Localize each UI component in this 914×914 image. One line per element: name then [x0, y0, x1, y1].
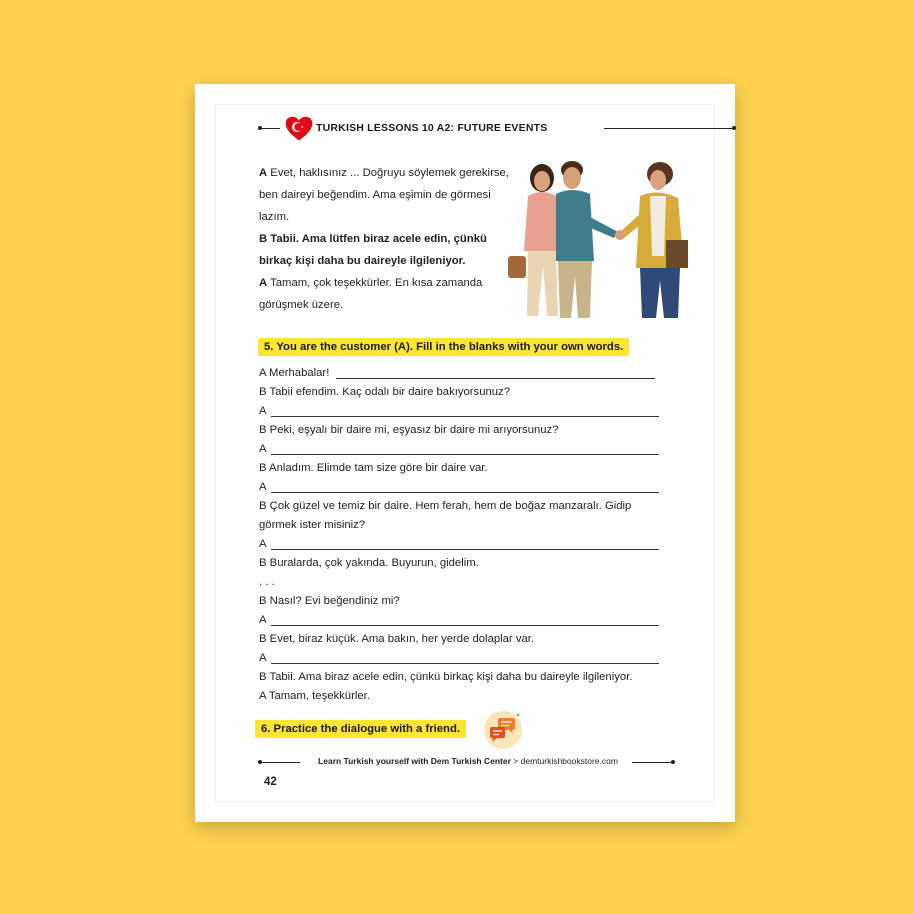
exercise-row	[259, 687, 659, 706]
dialogue-text: Tamam, çok teşekkürler. En kısa zamanda görüşmek üzere.	[259, 277, 483, 311]
footer-text	[308, 756, 628, 766]
answer-blank[interactable]	[271, 492, 659, 493]
page-footer	[258, 756, 676, 770]
exercise-text: B Tabii efendim. Kaç odalı bir daire bakıyorsunuz?	[259, 386, 510, 398]
exercise-text: A	[259, 614, 267, 626]
exercise-text: B Çok güzel ve temiz bir daire. Hem ferah, hem de boğaz manzaralı. Gidip görmek ister misiniz?	[259, 500, 632, 531]
speaker-label: B	[259, 233, 268, 245]
exercise-text: B Anladım. Elimde tam size göre bir daire var.	[259, 462, 488, 474]
task-5-heading: 5. You are the customer (A). Fill in the blanks with your own words.	[258, 338, 629, 356]
exercise-text: B Buralarda, çok yakında. Buyurun, gidelim.	[259, 557, 479, 569]
exercise-row	[259, 421, 659, 440]
header-dot-right	[732, 126, 736, 130]
workbook-page	[195, 84, 735, 822]
exercise-text: B Peki, eşyalı bir daire mi, eşyasız bir daire mi arıyorsunuz?	[259, 424, 559, 436]
page-header	[258, 118, 676, 140]
exercise-row	[259, 554, 659, 573]
exercise-row	[259, 535, 659, 554]
exercise-row	[259, 592, 659, 611]
exercise-row	[259, 649, 659, 668]
chat-bubbles-icon	[483, 710, 523, 750]
exercise-row	[259, 611, 659, 630]
page-title: TURKISH LESSONS 10 A2: FUTURE EVENTS	[316, 122, 548, 134]
exercise-text: A	[259, 481, 267, 493]
footer-tagline: Learn Turkish yourself with Dem Turkish Center	[318, 756, 511, 766]
exercise-row	[259, 459, 659, 478]
handshake-illustration	[500, 156, 700, 326]
answer-blank[interactable]	[271, 663, 659, 664]
exercise-text: A Tamam, teşekkürler.	[259, 690, 370, 702]
exercise-row	[259, 383, 659, 402]
ellipsis-text: . . .	[259, 576, 275, 588]
exercise-row	[259, 364, 659, 383]
answer-blank[interactable]	[271, 454, 659, 455]
task-5-exercise	[259, 364, 659, 706]
exercise-row	[259, 402, 659, 421]
header-rule-left	[258, 128, 280, 129]
speaker-label: A	[259, 277, 268, 289]
exercise-text: A	[259, 443, 267, 455]
header-rule-right	[604, 128, 734, 129]
answer-blank[interactable]	[271, 416, 659, 417]
exercise-row	[259, 497, 659, 535]
exercise-row	[259, 630, 659, 649]
footer-separator: >	[510, 756, 521, 766]
turkish-flag-heart-icon	[285, 116, 313, 142]
exercise-row	[259, 573, 659, 592]
dialogue-text: Evet, haklısınız ... Doğruyu söylemek gerekirse, ben daireyi beğendim. Ama eşimin de görmesi lazım.	[259, 167, 509, 223]
footer-url[interactable]: demturkishbookstore.com	[520, 756, 618, 766]
answer-blank[interactable]	[336, 378, 655, 379]
dialogue-line	[259, 272, 519, 316]
task-6-heading: 6. Practice the dialogue with a friend.	[255, 720, 466, 738]
exercise-row	[259, 668, 659, 687]
speaker-label: A	[259, 167, 268, 179]
dialogue-text: Tabii. Ama lütfen biraz acele edin, çünkü birkaç kişi daha bu daireyle ilgileniyor.	[259, 233, 487, 267]
exercise-row	[259, 478, 659, 497]
exercise-text: B Nasıl? Evi beğendiniz mi?	[259, 595, 400, 607]
exercise-text: A	[259, 652, 267, 664]
footer-rule-right	[632, 762, 674, 763]
exercise-text: B Tabii. Ama biraz acele edin, çünkü birkaç kişi daha bu daireyle ilgileniyor.	[259, 671, 633, 683]
page-number: 42	[264, 776, 277, 788]
exercise-text: B Evet, biraz küçük. Ama bakın, her yerde dolaplar var.	[259, 633, 535, 645]
exercise-text: A	[259, 538, 267, 550]
exercise-text: A	[259, 405, 267, 417]
answer-blank[interactable]	[271, 549, 659, 550]
footer-dot-right	[671, 760, 675, 764]
dialogue-line	[259, 162, 519, 228]
dialogue-line	[259, 228, 519, 272]
exercise-text: A Merhabalar!	[259, 367, 330, 379]
intro-dialogue	[259, 162, 519, 316]
footer-rule-left	[258, 762, 300, 763]
exercise-row	[259, 440, 659, 459]
answer-blank[interactable]	[271, 625, 659, 626]
